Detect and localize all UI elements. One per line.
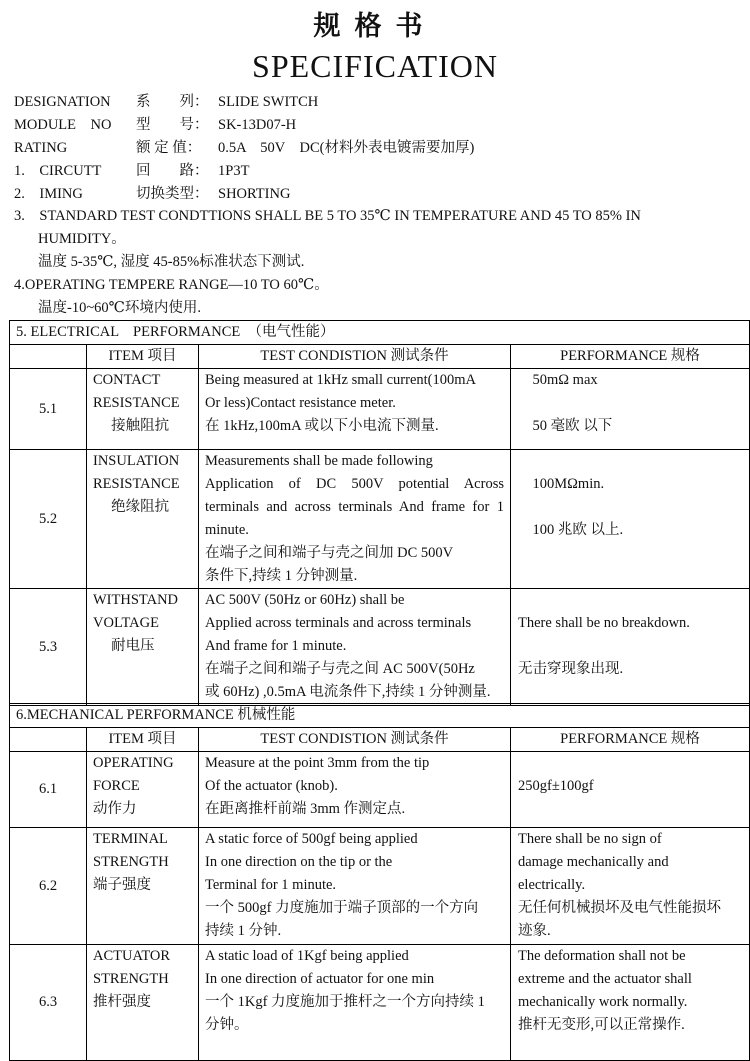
row-number: 5.1 (10, 369, 87, 450)
cell-line: 推杆无变形,可以正常操作. (518, 1017, 685, 1033)
cell-line: Being measured at 1kHz small current(100mA (205, 372, 476, 388)
cell-line: Application of DC 500V potential Across (205, 476, 504, 492)
cell-line: RESISTANCE (93, 395, 180, 411)
header-performance: PERFORMANCE 规格 (511, 345, 750, 369)
row-number: 6.3 (10, 945, 87, 1061)
electrical-performance-table (9, 320, 750, 706)
info-label: 2. IMING (14, 186, 83, 202)
note-3-cn: 温度 5-35℃, 湿度 45-85%标准状态下测试. (38, 254, 305, 270)
cell-line: 耐电压 (93, 638, 155, 654)
cell-line: 一个 500gf 力度施加于端子顶部的一个方向 (205, 900, 479, 916)
cell-line: A static force of 500gf being applied (205, 831, 418, 847)
info-label: RATING (14, 140, 68, 156)
cell-line: AC 500V (50Hz or 60Hz) shall be (205, 592, 405, 608)
cell-line: In one direction of actuator for one min (205, 971, 435, 987)
cell-line: STRENGTH (93, 971, 169, 987)
item-cell (87, 752, 199, 828)
table-row (10, 589, 750, 706)
condition-cell (199, 450, 511, 589)
item-cell (87, 589, 199, 706)
header-item: ITEM 项目 (87, 728, 199, 752)
cell-line: CONTACT (93, 372, 161, 388)
row-number: 6.2 (10, 828, 87, 945)
cell-line: OPERATING (93, 755, 174, 771)
cell-line (518, 450, 749, 473)
cell-line: STRENGTH (93, 854, 169, 870)
cell-line: minute. (205, 522, 249, 538)
cell-line: Applied across terminals and across terminals (205, 615, 472, 631)
item-cell (87, 828, 199, 945)
table-row (10, 752, 750, 828)
cell-line: terminals and across terminals And frame for 1 (205, 499, 504, 515)
cell-line: And frame for 1 minute. (205, 638, 347, 654)
cell-line (518, 542, 749, 565)
cell-line: 在 1kHz,100mA 或以下小电流下测量. (205, 418, 439, 434)
header-condition: TEST CONDISTION 测试条件 (199, 345, 511, 369)
cell-line: INSULATION (93, 453, 180, 469)
cell-line: Or less)Contact resistance meter. (205, 395, 396, 411)
cell-line (518, 589, 749, 612)
condition-cell (199, 589, 511, 706)
cell-line: 迹象. (518, 923, 551, 939)
info-cn: 型 号： (136, 117, 209, 133)
cell-line: 分钟。 (205, 1017, 249, 1033)
cell-line: 推杆强度 (93, 994, 151, 1010)
header-condition: TEST CONDISTION 测试条件 (199, 728, 511, 752)
info-line (14, 139, 474, 157)
cell-line: 一个 1Kgf 力度施加于推杆之一个方向持续 1 (205, 994, 485, 1010)
info-cn: 切换类型： (136, 186, 209, 202)
note-3: 3. STANDARD TEST CONDTTIONS SHALL BE 5 TO 35℃ IN TEMPERATURE AND 45 TO 85% IN (14, 208, 641, 224)
cell-line: 无击穿现象出现. (518, 661, 624, 677)
cell-line: TERMINAL (93, 831, 168, 847)
cell-line: Of the actuator (knob). (205, 778, 338, 794)
table-row (10, 945, 750, 1061)
condition-cell (199, 945, 511, 1061)
cell-line: VOLTAGE (93, 615, 159, 631)
cell-line: 100 兆欧 以上. (518, 522, 624, 538)
performance-cell (511, 945, 750, 1061)
cell-line: 端子强度 (93, 877, 151, 893)
note-4: 4.OPERATING TEMPERE RANGE—10 TO 60℃。 (14, 277, 329, 293)
cell-line: WITHSTAND (93, 592, 179, 608)
cell-line: damage mechanically and (518, 854, 669, 870)
info-line (14, 93, 318, 111)
row-number: 5.2 (10, 450, 87, 589)
performance-cell (511, 752, 750, 828)
cell-line: Terminal for 1 minute. (205, 877, 337, 893)
info-value: 0.5A 50V DC(材料外表电镀需要加厚) (218, 140, 475, 156)
condition-cell (199, 752, 511, 828)
cell-line: 无任何机械损坏及电气性能损坏 (518, 900, 721, 916)
performance-cell (511, 589, 750, 706)
cell-line (518, 392, 749, 415)
cell-line: extreme and the actuator shall (518, 971, 692, 987)
table-row (10, 450, 750, 589)
document-title-cn: 规格书 (313, 11, 437, 42)
cell-line: 条件下,持续 1 分钟测量. (205, 568, 358, 584)
table-row (10, 828, 750, 945)
cell-line: In one direction on the tip or the (205, 854, 393, 870)
info-line (14, 116, 296, 134)
table-row (10, 369, 750, 450)
condition-cell (199, 828, 511, 945)
info-label: MODULE NO (14, 117, 112, 133)
cell-line: FORCE (93, 778, 140, 794)
cell-line: 在端子之间和端子与壳之间加 DC 500V (205, 545, 454, 561)
cell-line: The deformation shall not be (518, 948, 686, 964)
cell-line: 50mΩ max (518, 372, 598, 388)
cell-line: ACTUATOR (93, 948, 171, 964)
cell-line (518, 635, 749, 658)
info-label: DESIGNATION (14, 94, 111, 110)
cell-line: 50 毫欧 以下 (518, 418, 613, 434)
item-cell (87, 369, 199, 450)
section-title-mechanical: 6.MECHANICAL PERFORMANCE 机械性能 (10, 704, 750, 728)
section-title-electrical: 5. ELECTRICAL PERFORMANCE （电气性能） (10, 321, 750, 345)
row-number: 5.3 (10, 589, 87, 706)
cell-line: 在距离推杆前端 3mm 作测定点. (205, 801, 406, 817)
cell-line: 动作力 (93, 801, 137, 817)
cell-line: 250gf±100gf (518, 778, 594, 794)
info-line (14, 185, 290, 203)
cell-line: There shall be no sign of (518, 831, 662, 847)
row-number: 6.1 (10, 752, 87, 828)
info-value: SLIDE SWITCH (218, 94, 319, 110)
cell-line: Measurements shall be made following (205, 453, 433, 469)
cell-line: 或 60Hz) ,0.5mA 电流条件下,持续 1 分钟测量. (205, 684, 491, 700)
cell-line (518, 496, 749, 519)
cell-line: 在端子之间和端子与壳之间 AC 500V(50Hz (205, 661, 475, 677)
header-item: ITEM 项目 (87, 345, 199, 369)
cell-line: 接触阻抗 (93, 418, 170, 434)
info-value: SK-13D07-H (218, 117, 297, 133)
header-performance: PERFORMANCE 规格 (511, 728, 750, 752)
cell-line: A static load of 1Kgf being applied (205, 948, 409, 964)
condition-cell (199, 369, 511, 450)
info-label: 1. CIRCUTT (14, 163, 102, 179)
cell-line: Measure at the point 3mm from the tip (205, 755, 430, 771)
info-cn: 额 定 值： (136, 140, 202, 156)
info-value: 1P3T (218, 163, 250, 179)
item-cell (87, 945, 199, 1061)
cell-line: 持续 1 分钟. (205, 923, 282, 939)
info-cn: 回 路： (136, 163, 209, 179)
cell-line (518, 752, 749, 775)
cell-line: 绝缘阻抗 (93, 499, 170, 515)
performance-cell (511, 369, 750, 450)
note-4-cn: 温度-10~60℃环境内使用. (38, 300, 202, 316)
info-cn: 系 列： (136, 94, 209, 110)
performance-cell (511, 828, 750, 945)
performance-cell (511, 450, 750, 589)
cell-line: RESISTANCE (93, 476, 180, 492)
cell-line: electrically. (518, 877, 586, 893)
document-title-en: SPECIFICATION (252, 48, 498, 84)
info-value: SHORTING (218, 186, 291, 202)
mechanical-performance-table (9, 703, 750, 1061)
cell-line: mechanically work normally. (518, 994, 688, 1010)
item-cell (87, 450, 199, 589)
note-3-cont: HUMIDITY。 (38, 231, 126, 247)
info-line (14, 162, 249, 180)
cell-line: 100MΩmin. (518, 476, 605, 492)
cell-line: There shall be no breakdown. (518, 615, 690, 631)
